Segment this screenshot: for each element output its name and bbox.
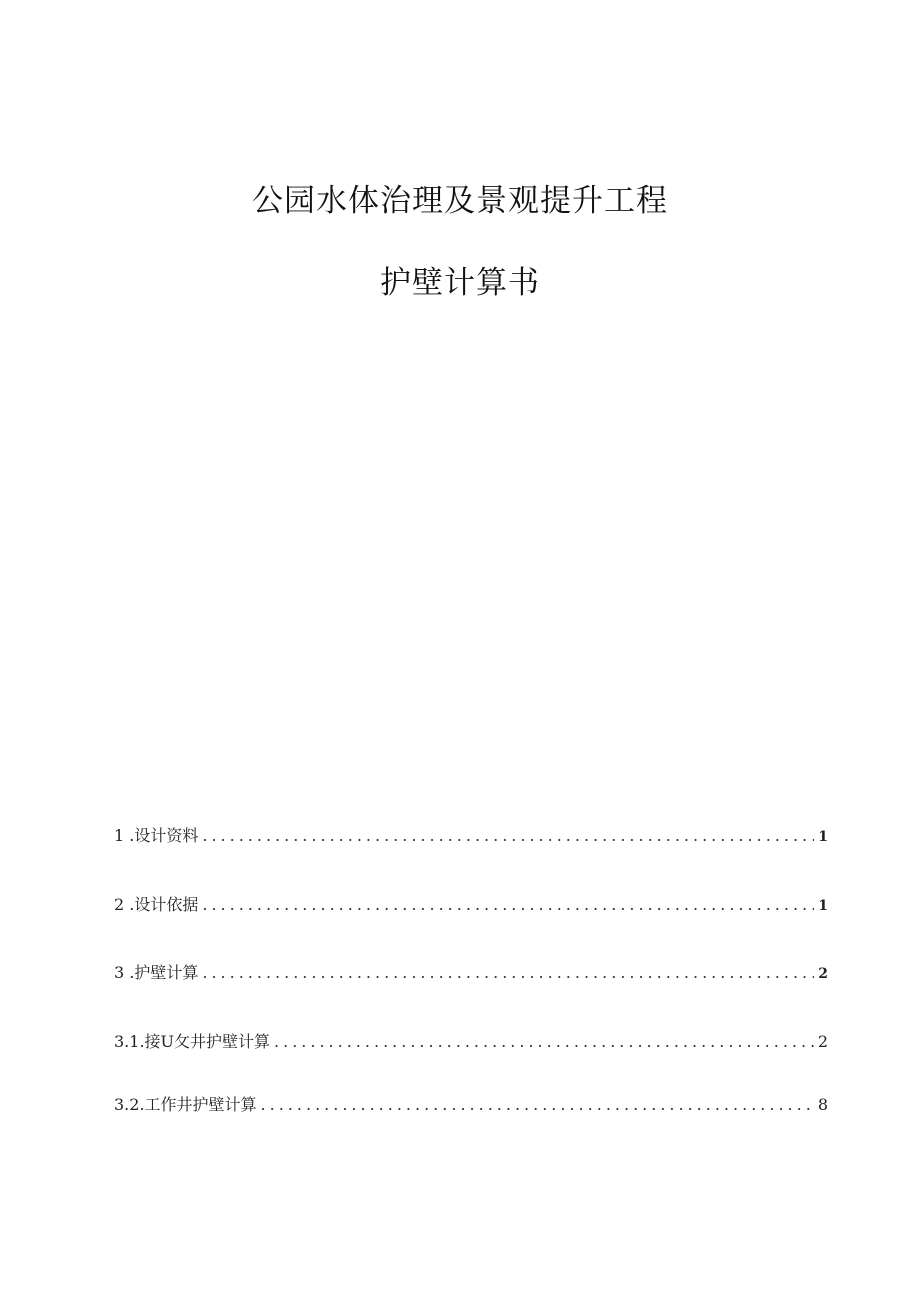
toc-page-number: 1 [818,898,828,914]
toc-dot-leader [202,895,814,915]
toc-entry-label: 3.1.接U攵井护壁计算 [114,1032,271,1051]
document-subtitle: 护壁计算书 [380,265,540,301]
toc-entry-working-shaft-calc[interactable] [114,1095,828,1115]
toc-entry-design-basis[interactable] [114,895,828,916]
toc-entry-label: 3.2.工作井护壁计算 [114,1095,257,1114]
toc-entry-design-data[interactable] [114,826,828,847]
toc-page-number: 1 [818,829,828,845]
toc-dot-leader [202,826,814,846]
toc-entry-label: 2 .设计依据 [114,895,199,914]
toc-page-number: 8 [817,1095,828,1114]
toc-dot-leader [274,1032,814,1052]
document-title: 公园水体治理及景观提升工程 [252,183,668,219]
toc-entry-label: 1 .设计资料 [114,826,199,845]
toc-page-number: 2 [817,1032,828,1051]
toc-entry-retaining-wall-calc[interactable] [114,963,828,984]
toc-entry-label: 3 .护壁计算 [114,963,199,982]
toc-dot-leader [261,1095,814,1115]
toc-page-number: 2 [818,966,828,982]
toc-entry-receiving-shaft-calc[interactable] [114,1032,828,1052]
toc-dot-leader [202,963,814,983]
